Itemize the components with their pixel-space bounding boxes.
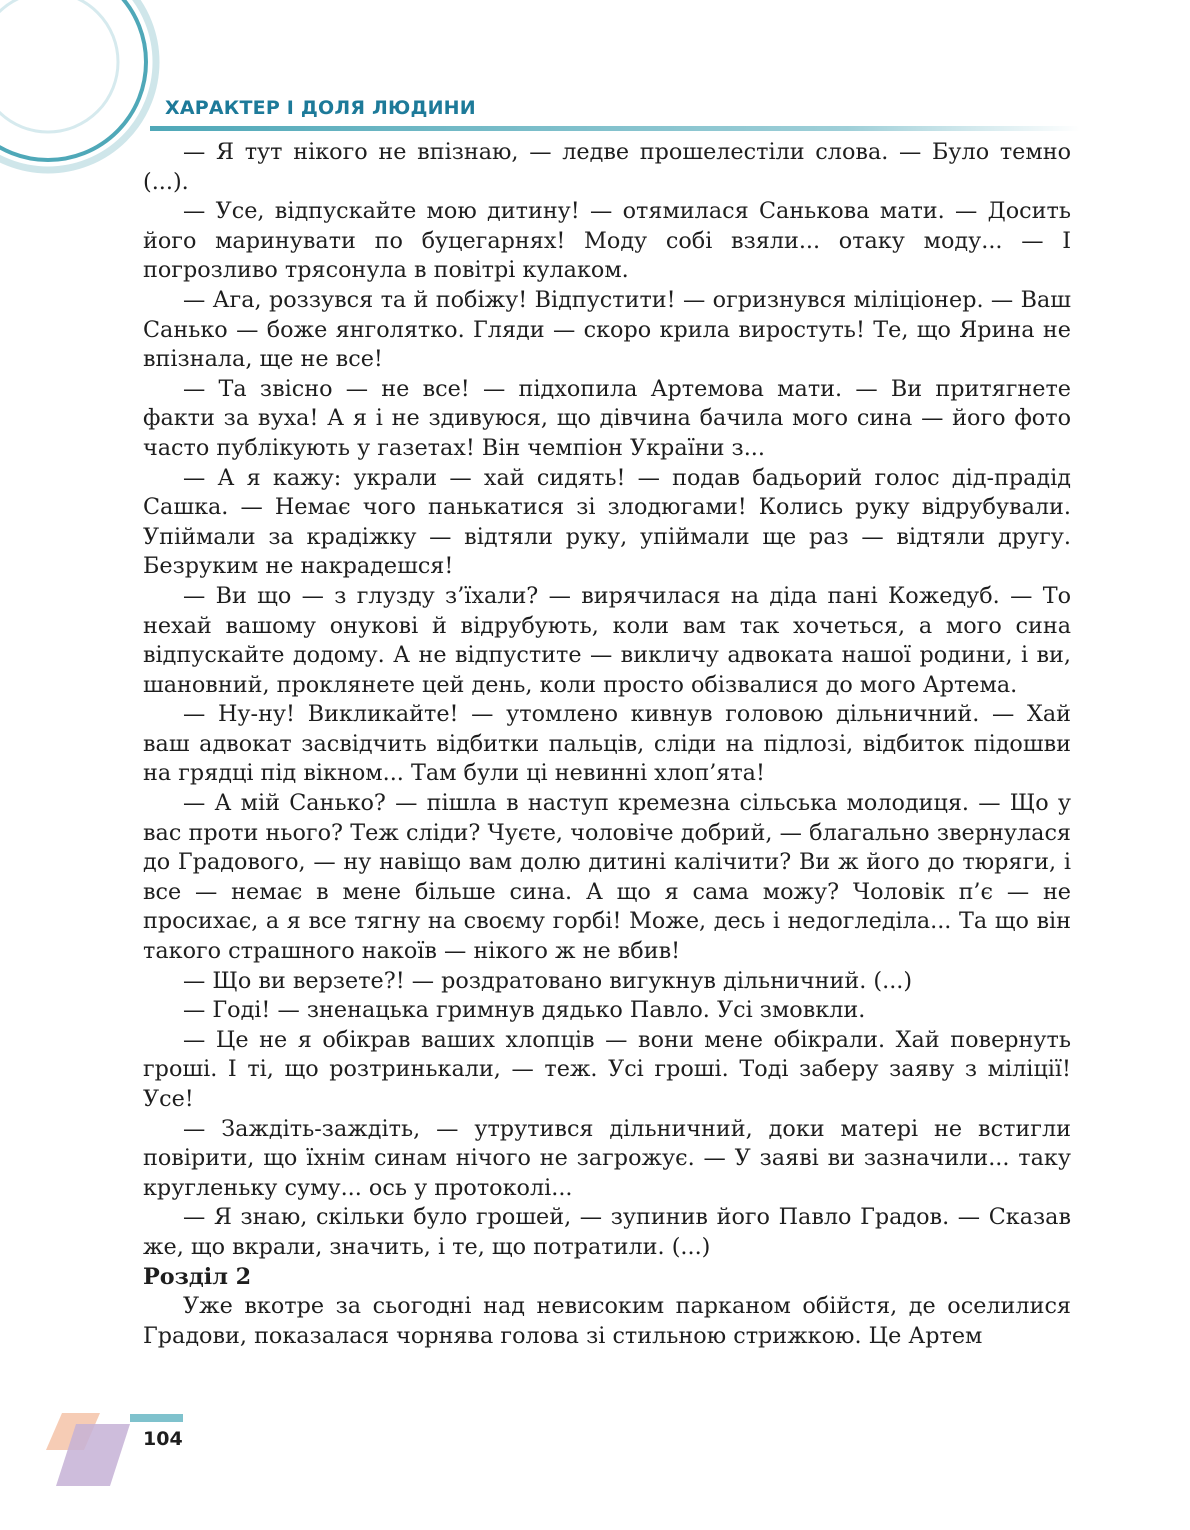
paragraph: — Ну-ну! Викликайте! — утомлено кивнув головою дільничний. — Хай ваш адвокат засвідчить відбитки пальців, сліди на підлозі, відбиток підошви на грядці під вікном... Там були ці невинні хлоп’ята! xyxy=(143,701,1071,787)
paragraph: — Я тут нікого не впізнаю, — ледве прошелестіли слова. — Було темно (...). xyxy=(143,139,1071,195)
paragraph: — Ага, роззувся та й побіжу! Відпустити! — огризнувся міліціонер. — Ваш Санько — боже янголятко. Гляди — скоро крила виростуть! Те, що Ярина не впізнала, ще не все! xyxy=(143,286,1071,373)
paragraph: — Я знаю, скільки було грошей, — зупинив його Павло Градов. — Сказав же, що вкрали, значить, і те, що потратили. (...) xyxy=(143,1204,1071,1260)
paragraph: Уже вкотре за сьогодні над невисоким парканом обійстя, де оселилися Градови, показалася чорнява голова зі стильною стрижкою. Це Артем xyxy=(143,1293,1071,1349)
paragraph: — Усе, відпускайте мою дитину! — отямилася Санькова мати. — Досить його маринувати по буцегарнях! Моду собі взяли... отаку моду... — І погрозливо трясонула в повітрі кулаком. xyxy=(143,198,1071,284)
paragraph: — Ви що — з глузду з’їхали? — вирячилася на діда пані Кожедуб. — То нехай вашому онукові й відрубують, коли вам так хочеться, а мого сина відпускайте додому. А не відпустите — викличу адвоката нашої родини, і ви, шановний, проклянете цей день, коли просто обізвалися до мого Артема. xyxy=(143,582,1071,698)
main-text xyxy=(143,138,1071,1351)
paragraph: — Що ви верзете?! — роздратовано вигукнув дільничний. (...) xyxy=(183,967,913,994)
paragraph: — Заждіть-заждіть, — утрутився дільничний, доки матері не встигли повірити, що їхнім синам нічого не загрожує. — У заяві ви зазначили... таку кругленьку суму... ось у протоколі... xyxy=(143,1115,1071,1201)
header-arc-decoration xyxy=(0,0,156,170)
paragraph: — Годі! — зненацька гримнув дядько Павло. Усі змовкли. xyxy=(183,997,866,1024)
paragraph: — Це не я обікрав ваших хлопців — вони мене обікрали. Хай повернуть гроші. І ті, що розтринькали, — теж. Усі гроші. Тоді заберу заяву з міліції! Усе! xyxy=(143,1026,1071,1112)
page-number: 104 xyxy=(143,1428,183,1450)
section-title: Розділ 2 xyxy=(143,1263,252,1290)
paragraph: — Та звісно — не все! — підхопила Артемова мати. — Ви притягнете факти за вуха! А я і не здивуюся, що дівчина бачила мого сина — його фото часто публікують у газетах! Він чемпіон України з... xyxy=(143,375,1071,461)
paragraph: — А мій Санько? — пішла в наступ кремезна сільська молодиця. — Що у вас проти нього? Теж сліди? Чуєте, чоловіче добрий, — благально звернулася до Градового, — ну навіщо вам долю дитині калічити? Ви ж його до тюряги, і все — немає в мене більше сина. А що я сама можу? Чоловік п’є — не просихає, а я все тягну на своєму горбі! Може, десь і недогледіла... Та що він такого страшного накоїв — нікого ж не вбив! xyxy=(143,790,1071,965)
header-rule xyxy=(150,126,1080,131)
running-header-title: ХАРАКТЕР І ДОЛЯ ЛЮДИНИ xyxy=(165,97,476,119)
paragraph: — А я кажу: украли — хай сидять! — подав бадьорий голос дід-прадід Сашка. — Немає чого панькатися зі злодюгами! Колись руку відрубували. Упіймали за крадіжку — відтяли руку, упіймали ще раз — відтяли другу. Безруким не накрадешся! xyxy=(143,464,1071,580)
